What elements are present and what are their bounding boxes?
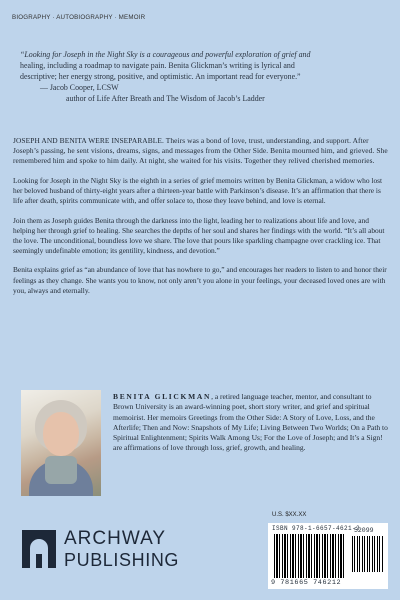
publisher-logo [22,530,222,570]
quote-attribution: — Jacob Cooper, LCSW [40,83,119,92]
isbn-number: ISBN 978-1-6657-4621-2 [272,525,361,532]
quote-line: descriptive; her energy strong, positive, and optimistic. An important read for everyone.” [20,72,301,81]
back-cover-description [13,136,389,305]
description-paragraph-3: Join them as Joseph guides Benita through the darkness into the light, leading her to realizations about life and love, and helping her through grief to healing. She searches the depths of her soul and shares her findings with the world. “It’s all about the love. The unconditional, boundless love we share. The love that pours like sparkling champagne over crackling ice. That seemingly undefinable emotion; its gentility, kindness, and devotion.” [13,215,385,255]
publisher-name-line1: ARCHWAY [64,528,166,549]
price-code: 52099 [354,527,374,534]
quote-line: “Looking for Joseph in the Night Sky is a courageous and powerful exploration of grief and [20,50,311,59]
quote-attribution-detail: author of Life After Breath and The Wisdom of Jacob’s Ladder [66,94,265,103]
description-paragraph-1: JOSEPH AND BENITA WERE INSEPARABLE. Theirs was a bond of love, trust, understanding, and support. After Joseph’s passing, he sent visions, dreams, signs, and messages from the Other Side. Benita mourned him, and grieved. She remembered him and spoke to him daily. At night, she waited for his visits. Together they relived cherished memories. [13,136,388,166]
quote-line: healing, including a roadmap to navigate pain. Benita Glickman’s writing is lyrical and [20,61,295,70]
author-bio-text: , a retired language teacher, mentor, and consultant to Brown University is an award-winning poet, short story writer, and grief and spiritual memoirist. Her memoirs Greetings from the Other Side: A Story of Love, Loss, and the Afterlife; Then and Now: Snapshots of My Life; Living Between Two Worlds; On a Path to Spiritual Enlightenment; Spirits Walk Among Us; For the Love of Joseph; and It’s a Sign! are affirmations of love through loss, grief, growth, and healing. [113,392,388,453]
author-bio [113,392,389,454]
author-scarf [45,456,77,484]
author-photo [21,390,101,496]
price-barcode-bars [352,536,384,572]
description-paragraph-4: Benita explains grief as “an abundance of love that has nowhere to go,” and encourages her readers to listen to and honor their feelings as they change. She wants you to know, not only aren’t you alone in your feelings, your deceased loved ones are with you, always and eternally. [13,265,387,295]
barcode-bars [274,534,346,578]
category-label: BIOGRAPHY · AUTOBIOGRAPHY · MEMOIR [12,14,146,21]
author-face [43,412,79,456]
author-name: BENITA GLICKMAN [113,392,212,401]
price-label: U.S. $XX.XX [272,512,307,518]
isbn-digits: 9 781665 746212 [271,579,342,587]
isbn-barcode [268,523,388,589]
endorsement-quote [20,49,382,104]
publisher-name-line2: PUBLISHING [64,550,180,570]
archway-arch-icon [22,530,56,568]
description-paragraph-2: Looking for Joseph in the Night Sky is the eighth in a series of grief memoirs written by Benita Glickman, a widow who lost her beloved husband of thirty-eight years after a thirteen-year battle with Parkinson’s disease. It’s an affirmation that there is life after death, spirits communicate with, and offer solace to, those they leave behind, and love is eternal. [13,175,383,205]
